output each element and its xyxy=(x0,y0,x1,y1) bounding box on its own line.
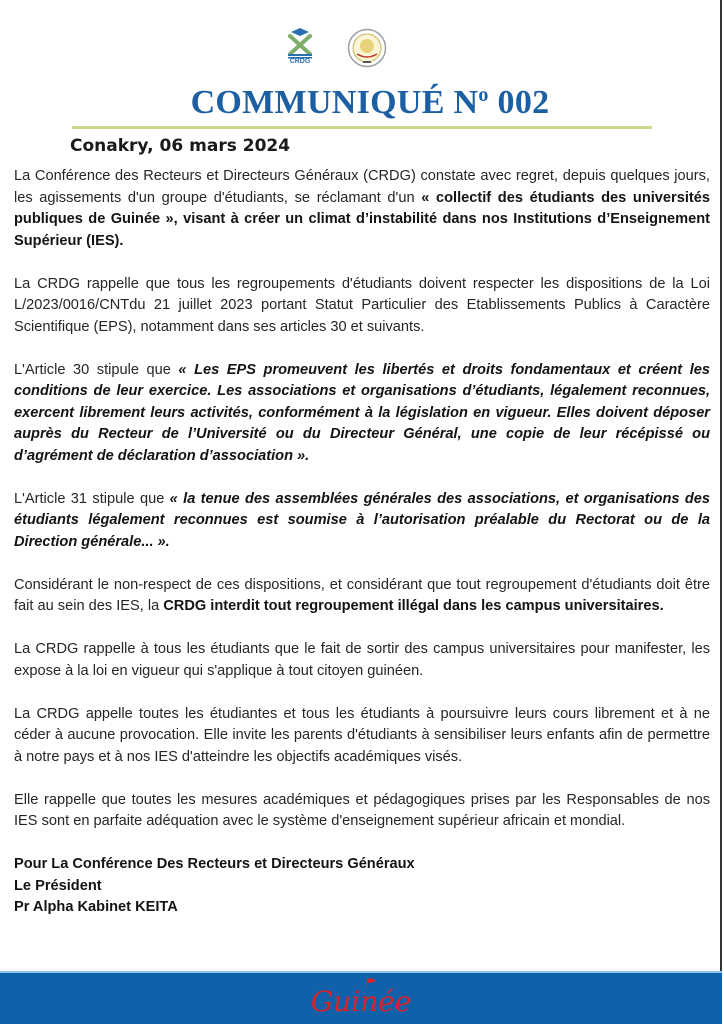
paragraph-text: L'Article 31 stipule que xyxy=(14,490,170,507)
footer-brand-text: Guinée xyxy=(310,985,412,1018)
paragraph-8: Elle rappelle que toutes les mesures académiques et pédagogiques prises par les Responsables de nos IES sont en parfaite adéquation avec le système d'enseignement supérieur africain et mondial. xyxy=(14,791,710,829)
title-divider xyxy=(72,126,652,129)
title-superscript: o xyxy=(478,84,489,106)
article-quote: « la tenue des assemblées générales des associations, et organisations des étudiants légalement reconnues est soumise à l’autorisation préalable du Rectorat ou de la Direction générale... ». xyxy=(14,490,710,550)
paragraph-emphasis: CRDG interdit tout regroupement illégal dans les campus universitaires. xyxy=(163,598,664,614)
paragraph-text: L'Article 30 stipule que xyxy=(14,361,179,378)
title-text: COMMUNIQUÉ N xyxy=(190,84,479,121)
article-quote: « Les EPS promeuvent les libertés et droits fondamentaux et créent les conditions de leur exercice. Les associations et organisations d’étudiants, légalement reconnues, exercent librement leurs activités, conformément à la législation en vigueur. Elles doivent déposer auprès du Recteur de l’Université ou du Directeur Général, une copie de leur récépissé ou d’agrément de déclaration d’association ». xyxy=(14,361,710,464)
signature-name: Pr Alpha Kabinet KEITA xyxy=(14,899,178,915)
paragraph-article-31 xyxy=(14,489,710,554)
signature-block xyxy=(14,854,710,919)
paragraph-6: La CRDG rappelle à tous les étudiants que le fait de sortir des campus universitaires pour manifester, les expose à la loi en vigueur qui s'applique à tout citoyen guinéen. xyxy=(14,641,710,679)
paragraph-text: La Conférence des Recteurs et Directeurs Généraux (CRDG) constate avec regret, depuis quelques jours, les agissements d'un groupe d'étudiants, se réclamant d'un xyxy=(14,168,710,206)
republic-seal-icon xyxy=(347,28,387,68)
crdg-logo-text: CRDG xyxy=(289,58,311,65)
signature-organization: Pour La Conférence Des Recteurs et Directeurs Généraux xyxy=(14,856,415,872)
signature-title: Le Président xyxy=(14,877,102,894)
date-line: Conakry, 06 mars 2024 xyxy=(70,136,291,156)
paragraph-emphasis: « collectif des étudiants des universités publiques de Guinée », visant à créer un climat d’instabilité dans nos Institutions d’Enseignement Supérieur (IES). xyxy=(14,189,710,249)
paragraph-1 xyxy=(14,166,710,252)
paragraph-2: La CRDG rappelle que tous les regroupements d'étudiants doivent respecter les dispositions de la Loi L/2023/0016/CNTdu 21 juillet 2023 portant Statut Particulier des Etablissements Publics à Caractère Scientifique (EPS), notamment dans ses articles 30 et suivants. xyxy=(14,275,710,335)
paragraph-7: La CRDG appelle toutes les étudiantes et tous les étudiants à poursuivre leurs cours librement et à ne céder à aucune provocation. Elle invite les parents d'étudiants à sensibiliser leurs enfants afin de permettre à notre pays et à nos IES d'atteindre les objectifs académiques visés. xyxy=(14,705,710,765)
communique-number: 002 xyxy=(488,84,550,121)
paragraph-text: Considérant le non-respect de ces dispositions, et considérant que tout regroupement d'étudiants doit être fait au sein des IES, la xyxy=(14,576,710,614)
footer-banner xyxy=(0,973,722,1024)
communique-body xyxy=(14,166,710,919)
paragraph-article-30 xyxy=(14,360,710,468)
paragraph-5 xyxy=(14,575,710,618)
header-logos xyxy=(283,26,443,72)
page-title xyxy=(140,84,600,122)
